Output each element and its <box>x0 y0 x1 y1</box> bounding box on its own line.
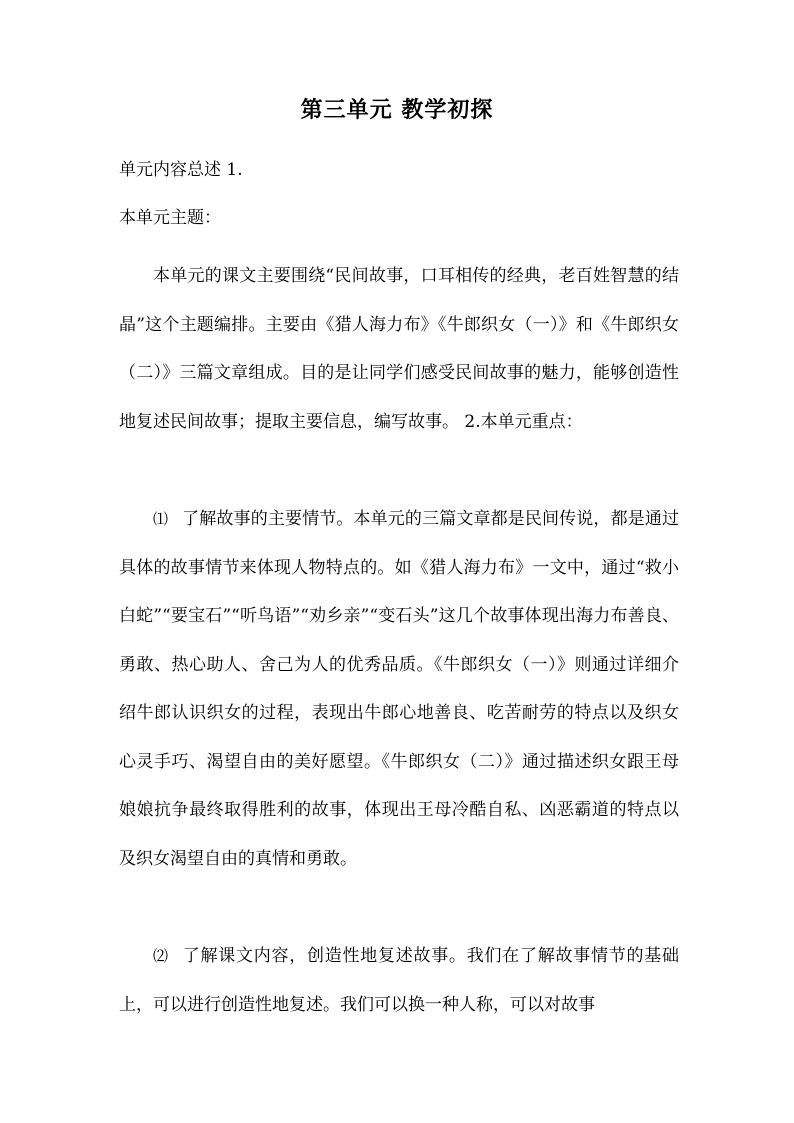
theme-paragraph: 本单元的课文主要围绕“民间故事，口耳相传的经典，老百姓智慧的结晶”这个主题编排。主要由《猎人海力布》《牛郎织女（一）》和《牛郎织女（二）》三篇文章组成。目的是让同学们感受民间故事的魅力，能够创造性地复述民间故事；提取主要信息，编写故事。 2.本单元重点： <box>119 266 679 432</box>
page-title: 第三单元 教学初探 <box>300 97 494 123</box>
summary-heading: 单元内容总述 1. <box>119 160 243 180</box>
point-1-marker: ⑴ <box>153 510 169 528</box>
point-2-marker: ⑵ <box>153 947 169 965</box>
key-point-2 <box>119 932 679 1029</box>
point-2-text: 了解课文内容，创造性地复述故事。我们在了解故事情节的基础上，可以进行创造性地复述。我们可以换一种人称，可以对故事 <box>119 946 679 1015</box>
key-point-1 <box>119 495 679 883</box>
theme-label: 本单元主题： <box>119 208 221 228</box>
point-1-text: 了解故事的主要情节。本单元的三篇文章都是民间传说，都是通过具体的故事情节来体现人物特点的。如《猎人海力布》一文中，通过“救小白蛇”“要宝石”“听鸟语”“劝乡亲”“变石头”这几个故事体现出海力布善良、勇敢、热心助人、舍己为人的优秀品质。《牛郎织女（一）》则通过详细介绍牛郎认识织女的过程，表现出牛郎心地善良、吃苦耐劳的特点以及织女心灵手巧、渴望自由的美好愿望。《牛郎织女（二）》通过描述织女跟王母娘娘抗争最终取得胜利的故事，体现出王母冷酷自私、凶恶霸道的特点以及织女渴望自由的真情和勇敢。 <box>119 509 679 869</box>
